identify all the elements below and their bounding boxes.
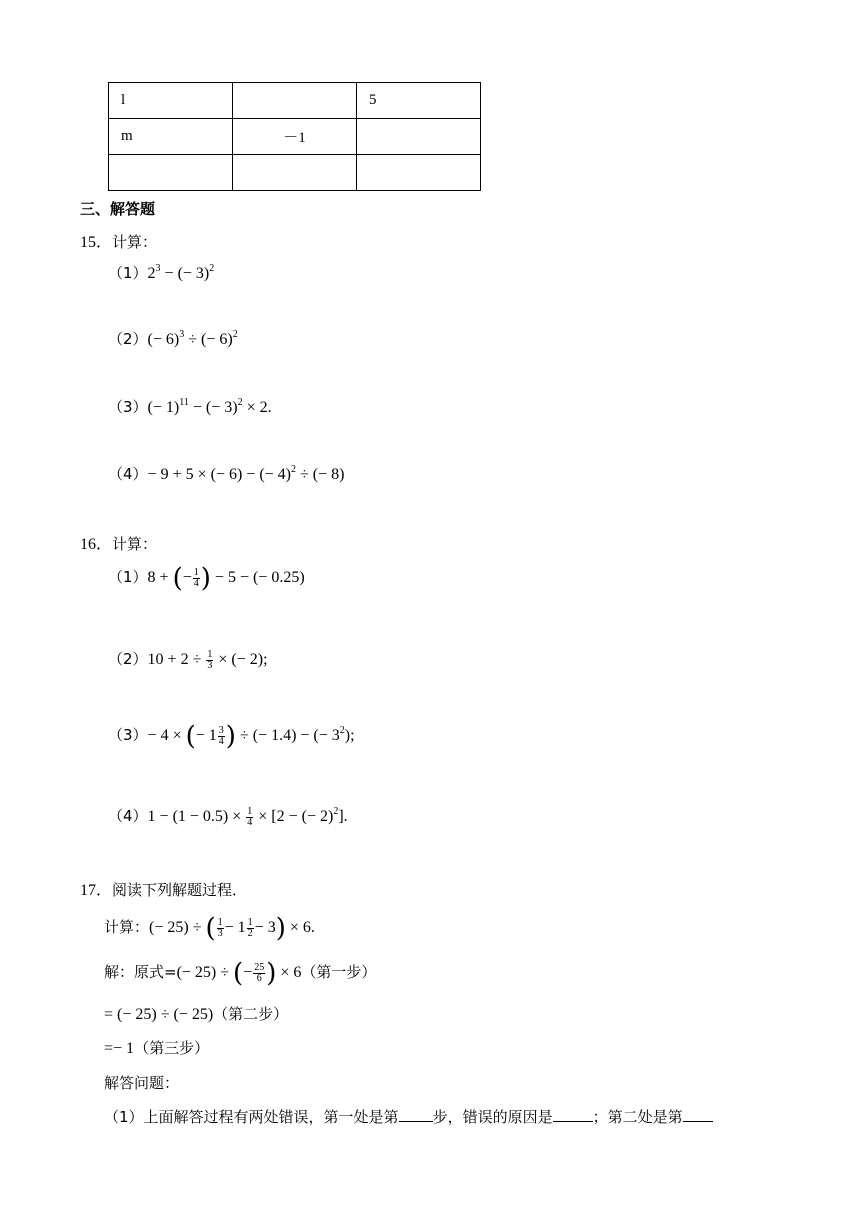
math-expression: (− 1)$^{11}$ − (− 3)$^2$ × 2. [147, 397, 272, 416]
math-expression: − 1 [113, 1040, 135, 1057]
q17-solution-line-2 [104, 1003, 288, 1024]
answer-blank[interactable] [399, 1107, 433, 1122]
table-cell: －1 [233, 119, 357, 155]
question-prompt: 计算： [112, 233, 158, 251]
question-text: ；第二处是第 [592, 1108, 683, 1126]
section-title: 三、解答题 [80, 200, 156, 218]
q15-item-2 [108, 328, 238, 349]
item-label: （2） [108, 330, 148, 348]
item-label: （4） [108, 465, 148, 483]
item-label: （1） [108, 568, 148, 586]
math-expression: 8 + (− $\frac{1}{4}$ ) − 5 − (− 0.25) [147, 563, 305, 594]
table-cell [357, 155, 481, 191]
math-expression: 10 + 2 ÷ $\frac{1}{3}$ × (− 2); [147, 648, 268, 671]
item-label: （4） [108, 807, 148, 825]
q16-item-3 [108, 721, 355, 752]
solution-label: 解：原式= [104, 963, 177, 981]
table-cell [109, 155, 233, 191]
q15-item-1 [108, 262, 214, 283]
math-expression: $2^3$ − (− 3)$^2$ [147, 263, 215, 282]
item-label: （1） [108, 264, 148, 282]
question-number: 16． [80, 536, 113, 553]
item-label: （3） [108, 398, 148, 416]
question-15-header [80, 229, 157, 252]
q15-item-4 [108, 463, 344, 484]
question-16-header [80, 531, 157, 554]
q17-answer-prompt: 解答问题： [104, 1074, 180, 1092]
answer-blank[interactable] [683, 1107, 713, 1122]
math-expression: (− 6)$^3$ ÷ (− 6)$^2$ [147, 329, 238, 348]
table-cell: l [109, 83, 233, 119]
item-label: （1） [104, 1108, 144, 1126]
question-number: 15． [80, 234, 113, 251]
math-expression: − 4 × (− 1 $\frac{3}{4}$ ) ÷ (− 1.4) − (− $3^2$); [147, 721, 355, 752]
q15-item-3 [108, 396, 272, 417]
table-cell [233, 155, 357, 191]
q16-item-1 [108, 563, 305, 594]
math-expression: (− 25) ÷ (− $\frac{25}{6}$ ) × 6 [176, 958, 302, 989]
question-number: 17． [80, 882, 113, 899]
q16-item-2 [108, 648, 268, 671]
item-label: （3） [108, 726, 148, 744]
q16-item-4 [108, 805, 348, 828]
table-row [109, 119, 481, 155]
math-expression: (− 25) ÷ (− 25) [113, 1006, 214, 1023]
step-label: （第三步） [134, 1039, 210, 1057]
q17-solution-line-3 [104, 1037, 209, 1058]
question-text: 步，错误的原因是 [432, 1108, 553, 1126]
table-row [109, 155, 481, 191]
math-expression: (− 25) ÷ ( $\frac{1}{3}$ − 1 $\frac{1}{2}$ − 3) × 6. [149, 913, 315, 944]
step-label: （第二步） [213, 1005, 289, 1023]
step-label: （第一步） [301, 963, 377, 981]
table-cell: 5 [357, 83, 481, 119]
table-cell: m [109, 119, 233, 155]
math-expression: 1 − (1 − 0.5) × $\frac{1}{4}$ × [2 − (− 2)$^2$]. [147, 805, 348, 828]
q17-solution-line-1 [104, 958, 377, 989]
q17-calc-line [104, 913, 315, 944]
calc-label: 计算： [104, 918, 150, 936]
table-cell [233, 83, 357, 119]
item-label: （2） [108, 650, 148, 668]
equals-sign: = [104, 1006, 114, 1023]
question-text: 上面解答过程有两处错误，第一处是第 [143, 1108, 399, 1126]
question-prompt: 阅读下列解题过程． [112, 881, 248, 899]
table-row [109, 83, 481, 119]
answer-table [108, 82, 481, 191]
q17-sub-question-1 [104, 1106, 713, 1127]
question-prompt: 计算： [112, 535, 158, 553]
answer-blank[interactable] [553, 1107, 593, 1122]
question-17-header [80, 877, 247, 900]
math-expression: − 9 + 5 × (− 6) − (− 4)$^2$ ÷ (− 8) [147, 464, 345, 483]
table-cell [357, 119, 481, 155]
equals-sign: = [104, 1040, 114, 1057]
